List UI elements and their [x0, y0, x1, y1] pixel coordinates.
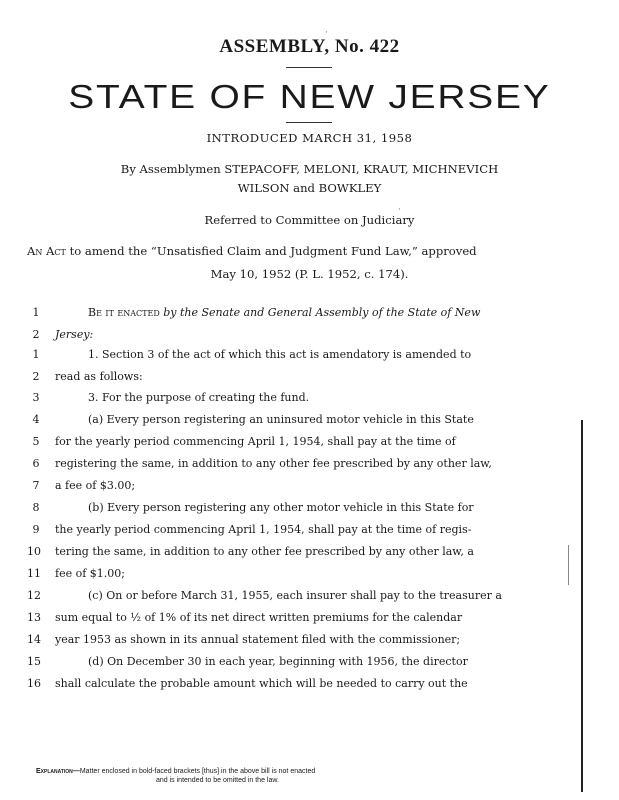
- bill-line: [0, 633, 619, 651]
- line-text: [55, 677, 468, 690]
- line-number: 1: [32, 348, 40, 361]
- line-text: [55, 457, 492, 470]
- body-text: 3. For the purpose of creating the fund.: [88, 391, 310, 404]
- bill-line: [0, 545, 619, 563]
- sponsors-line-2: WILSON and BOWKLEY: [237, 181, 382, 195]
- act-label: An Act: [27, 244, 66, 258]
- body-text: 1. Section 3 of the act of which this act is amendatory is amended to: [88, 348, 472, 361]
- bill-line: [0, 413, 619, 431]
- line-number: 4: [32, 413, 40, 426]
- line-number: 13: [27, 611, 41, 624]
- italic-text: by the Senate and General Assembly of the State of New: [159, 306, 481, 319]
- line-text: [88, 306, 480, 319]
- line-number: 9: [32, 523, 40, 536]
- explanation-label: Explanation—: [36, 768, 80, 775]
- bill-line: [0, 567, 619, 585]
- bill-line: [0, 370, 619, 388]
- line-text: [55, 567, 125, 580]
- explanation-line-2: and is intended to be omitted in the law.: [156, 777, 279, 784]
- divider: [286, 122, 332, 123]
- line-text: [55, 370, 143, 383]
- line-number: 10: [27, 545, 41, 558]
- line-number: 1: [32, 306, 40, 319]
- line-number: 15: [27, 655, 41, 668]
- assembly-number: ASSEMBLY, No. 422: [219, 36, 400, 57]
- line-text: [55, 545, 474, 558]
- line-number: 7: [32, 479, 40, 492]
- divider: [286, 67, 332, 68]
- bill-line: [0, 328, 619, 346]
- line-text: [88, 501, 474, 514]
- body-text: registering the same, in addition to any other fee prescribed by any other law,: [55, 457, 492, 470]
- body-text: shall calculate the probable amount which will be needed to carry out the: [55, 677, 468, 690]
- body-text: tering the same, in addition to any other fee prescribed by any other law, a: [55, 545, 474, 558]
- line-text: [88, 391, 309, 404]
- scan-speck: ·: [398, 205, 401, 215]
- state-title: STATE OF NEW JERSEY: [68, 78, 551, 115]
- bill-line: [0, 611, 619, 629]
- body-text: sum equal to ½ of 1% of its net direct written premiums for the calendar: [55, 611, 463, 624]
- committee-referral: Referred to Committee on Judiciary: [204, 213, 415, 227]
- bill-line: [0, 306, 619, 324]
- italic-text: Jersey:: [55, 328, 94, 341]
- line-text: [88, 413, 474, 426]
- line-text: [88, 655, 468, 668]
- line-text: [88, 589, 502, 602]
- line-text: [55, 435, 456, 448]
- bill-line: [0, 457, 619, 475]
- body-text: the yearly period commencing April 1, 1954, shall pay at the time of regis-: [55, 523, 472, 536]
- body-text: fee of $1.00;: [55, 567, 125, 580]
- act-title-line-1: [27, 244, 597, 258]
- line-number: 8: [32, 501, 40, 514]
- bill-line: [0, 523, 619, 541]
- body-text: year 1953 as shown in its annual statement filed with the commissioner;: [55, 633, 461, 646]
- line-number: 3: [32, 391, 40, 404]
- bill-line: [0, 391, 619, 409]
- line-number: 12: [27, 589, 41, 602]
- bill-line: [0, 589, 619, 607]
- bill-line: [0, 435, 619, 453]
- scan-margin-mark: [581, 420, 583, 792]
- line-text: [55, 479, 135, 492]
- bill-line: [0, 348, 619, 366]
- scan-margin-mark: [568, 545, 569, 585]
- line-number: 6: [32, 457, 40, 470]
- sponsors-line-1: By Assemblymen STEPACOFF, MELONI, KRAUT, MICHNEVICH: [120, 162, 499, 176]
- line-text: [55, 328, 93, 341]
- body-text: (b) Every person registering any other motor vehicle in this State for: [88, 501, 474, 514]
- line-number: 14: [27, 633, 41, 646]
- scan-speck: ·: [325, 28, 328, 38]
- line-number: 2: [32, 370, 40, 383]
- body-text: (a) Every person registering an uninsured motor vehicle in this State: [88, 413, 474, 426]
- line-number: 2: [32, 328, 40, 341]
- bill-line: [0, 677, 619, 695]
- line-text: [55, 611, 462, 624]
- act-title-line-2: May 10, 1952 (P. L. 1952, c. 174).: [210, 267, 409, 281]
- body-text: a fee of $3.00;: [55, 479, 136, 492]
- explanation-note: [36, 767, 596, 785]
- act-title-text: to amend the “Unsatisfied Claim and Judgment Fund Law,” approved: [69, 244, 477, 258]
- line-number: 5: [32, 435, 40, 448]
- body-text: read as follows:: [55, 370, 143, 383]
- body-text: for the yearly period commencing April 1, 1954, shall pay at the time of: [55, 435, 456, 448]
- bill-line: [0, 655, 619, 673]
- explanation-line-1: Matter enclosed in bold-faced brackets [thus] in the above bill is not enacted: [79, 768, 316, 775]
- enacting-clause-caps: Be it enacted: [88, 306, 160, 319]
- line-text: [55, 523, 471, 536]
- introduced-date: INTRODUCED MARCH 31, 1958: [206, 131, 413, 145]
- line-text: [55, 633, 460, 646]
- line-text: [88, 348, 471, 361]
- body-text: (d) On December 30 in each year, beginning with 1956, the director: [88, 655, 468, 668]
- body-text: (c) On or before March 31, 1955, each insurer shall pay to the treasurer a: [88, 589, 502, 602]
- line-number: 16: [27, 677, 41, 690]
- bill-line: [0, 501, 619, 519]
- bill-line: [0, 479, 619, 497]
- line-number: 11: [27, 567, 41, 580]
